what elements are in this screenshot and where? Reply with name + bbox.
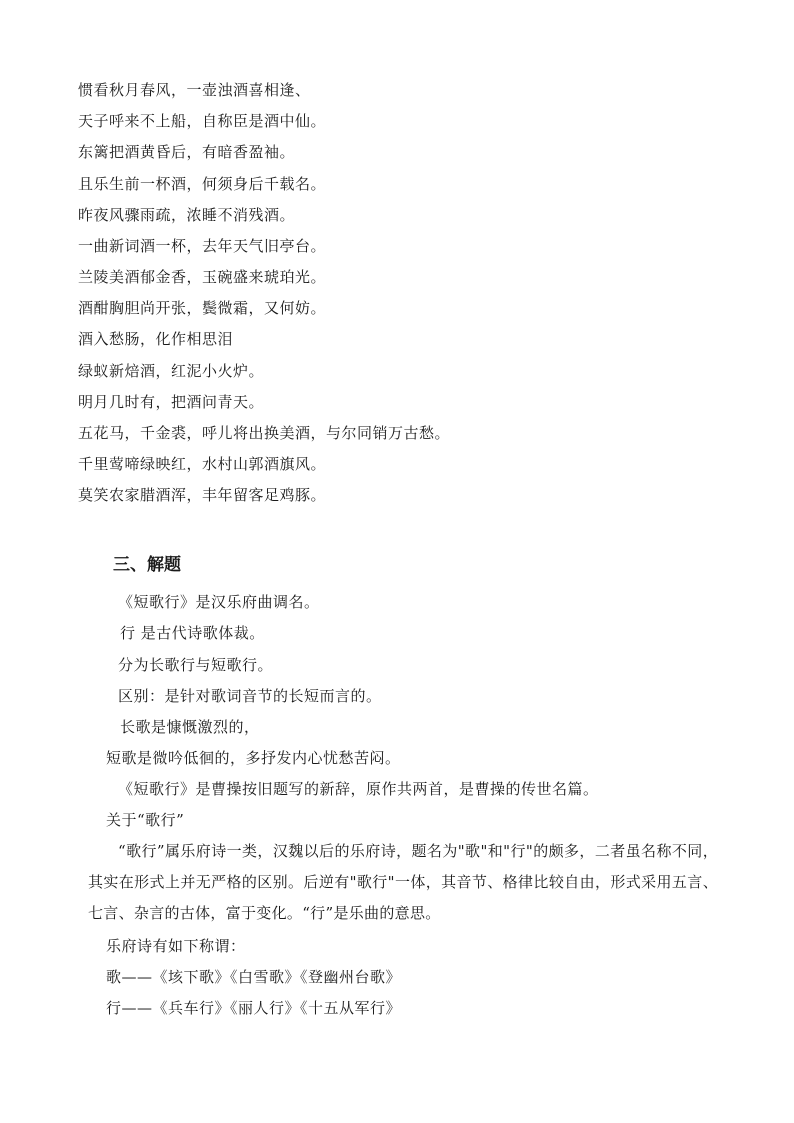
explanation-line: 《短歌行》是汉乐府曲调名。 bbox=[118, 593, 320, 611]
poem-line: 酒入愁肠，化作相思泪 bbox=[78, 330, 234, 348]
section-heading: 三、解题 bbox=[113, 555, 181, 575]
poem-line: 一曲新词酒一杯，去年天气旧亭台。 bbox=[78, 237, 327, 255]
explanation-line: 分为长歌行与短歌行。 bbox=[118, 656, 274, 674]
explanation-line: 长歌是慷慨激烈的， bbox=[120, 718, 260, 736]
poem-line: 五花马，千金裘，呼儿将出换美酒，与尔同销万古愁。 bbox=[78, 424, 451, 442]
explanation-line: 行 是古代诗歌体裁。 bbox=[120, 624, 265, 642]
poem-line: 千里莺啼绿映红，水村山郭酒旗风。 bbox=[78, 455, 327, 473]
explanation-line: 短歌是微吟低徊的，多抒发内心忧愁苦闷。 bbox=[106, 749, 401, 767]
poem-line: 东篱把酒黄昏后，有暗香盈袖。 bbox=[78, 143, 296, 161]
poem-line: 莫笑农家腊酒浑，丰年留客足鸡豚。 bbox=[78, 486, 327, 504]
poem-line: 天子呼来不上船，自称臣是酒中仙。 bbox=[78, 112, 327, 130]
explanation-line: 乐府诗有如下称谓： bbox=[106, 937, 246, 955]
poem-line: 且乐生前一杯酒，何须身后千载名。 bbox=[78, 175, 327, 193]
explanation-line: 行——《兵车行》《丽人行》《十五从军行》 bbox=[106, 999, 402, 1017]
poem-line: 明月几时有，把酒问青天。 bbox=[78, 393, 265, 411]
explanation-line: 关于“歌行” bbox=[106, 811, 185, 829]
poem-line: 昨夜风骤雨疏，浓睡不消残酒。 bbox=[78, 206, 296, 224]
poem-line: 绿蚁新焙酒，红泥小火炉。 bbox=[78, 362, 265, 380]
body-paragraph: “歌行”属乐府诗一类，汉魏以后的乐府诗，题名为"歌"和"行"的颇多，二者虽名称不同，其实在形式上并无严格的区别。后逆有"歌行"一体，其音节、格律比较自由，形式采用五言、七言、杂言的古体，富于变化。“行”是乐曲的意思。 bbox=[88, 842, 718, 922]
explanation-line: 《短歌行》是曹操按旧题写的新辞，原作共两首，是曹操的传世名篇。 bbox=[118, 780, 599, 798]
explanation-line: 歌——《垓下歌》《白雪歌》《登幽州台歌》 bbox=[106, 968, 402, 986]
poem-line: 兰陵美酒郁金香，玉碗盛来琥珀光。 bbox=[78, 268, 327, 286]
poem-line: 酒酣胸胆尚开张，鬓微霜，又何妨。 bbox=[78, 299, 327, 317]
explanation-line: 区别：是针对歌词音节的长短而言的。 bbox=[118, 687, 382, 705]
poem-line: 惯看秋月春风，一壶浊酒喜相逢、 bbox=[78, 81, 311, 99]
